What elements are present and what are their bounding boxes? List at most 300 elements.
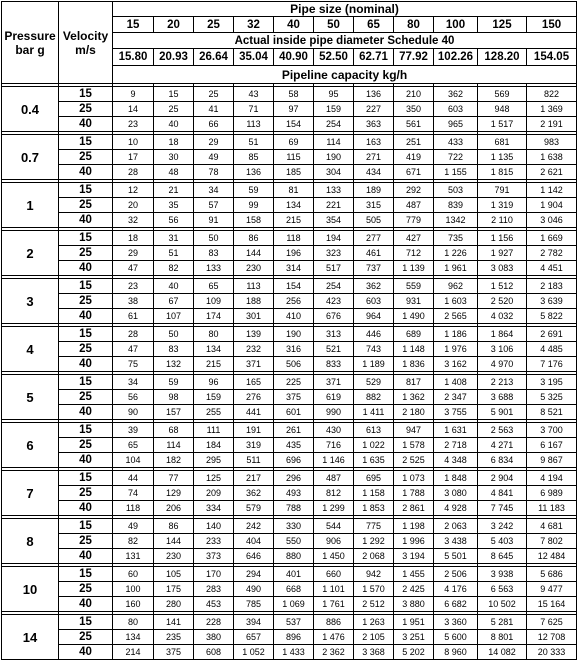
capacity-cell: 1 142 bbox=[527, 183, 577, 198]
capacity-cell: 61 bbox=[113, 309, 154, 324]
capacity-cell: 67 bbox=[154, 294, 194, 309]
capacity-cell: 7 802 bbox=[527, 534, 577, 549]
pipe-size-header: Pipe size (nominal) bbox=[113, 2, 577, 17]
capacity-cell: 105 bbox=[154, 567, 194, 582]
velocity-cell: 40 bbox=[59, 309, 113, 324]
capacity-cell: 185 bbox=[274, 165, 314, 180]
capacity-cell: 304 bbox=[314, 165, 354, 180]
velocity-cell: 25 bbox=[59, 390, 113, 405]
capacity-cell: 66 bbox=[194, 117, 234, 132]
capacity-cell: 18 bbox=[113, 231, 154, 246]
capacity-cell: 1 155 bbox=[434, 165, 478, 180]
table-row bbox=[2, 438, 577, 453]
capacity-cell: 363 bbox=[354, 117, 394, 132]
capacity-cell: 235 bbox=[154, 630, 194, 645]
capacity-cell: 276 bbox=[234, 390, 274, 405]
capacity-cell: 660 bbox=[314, 567, 354, 582]
pipe-size-cell: 20 bbox=[154, 17, 194, 33]
capacity-cell: 28 bbox=[113, 327, 154, 342]
capacity-cell: 190 bbox=[314, 150, 354, 165]
capacity-cell: 529 bbox=[354, 375, 394, 390]
capacity-cell: 280 bbox=[154, 597, 194, 612]
capacity-cell: 4 485 bbox=[527, 342, 577, 357]
pressure-cell: 4 bbox=[2, 327, 59, 372]
capacity-cell: 6 167 bbox=[527, 438, 577, 453]
capacity-cell: 1 022 bbox=[354, 438, 394, 453]
capacity-cell: 657 bbox=[234, 630, 274, 645]
capacity-cell: 10 502 bbox=[478, 597, 527, 612]
capacity-cell: 254 bbox=[314, 279, 354, 294]
capacity-cell: 188 bbox=[234, 294, 274, 309]
capacity-cell: 49 bbox=[194, 150, 234, 165]
table-row bbox=[2, 549, 577, 564]
capacity-cell: 569 bbox=[478, 87, 527, 102]
capacity-cell: 505 bbox=[354, 213, 394, 228]
capacity-cell: 217 bbox=[234, 471, 274, 486]
diameter-cell: 77.92 bbox=[394, 49, 434, 66]
capacity-cell: 115 bbox=[274, 150, 314, 165]
capacity-cell: 159 bbox=[194, 390, 234, 405]
capacity-cell: 182 bbox=[154, 453, 194, 468]
capacity-cell: 141 bbox=[154, 615, 194, 630]
capacity-cell: 170 bbox=[194, 567, 234, 582]
capacity-cell: 194 bbox=[314, 231, 354, 246]
capacity-cell: 2 105 bbox=[354, 630, 394, 645]
table-row bbox=[2, 279, 577, 294]
capacity-cell: 9 477 bbox=[527, 582, 577, 597]
capacity-cell: 140 bbox=[194, 519, 234, 534]
capacity-cell: 118 bbox=[274, 231, 314, 246]
capacity-cell: 1 927 bbox=[478, 246, 527, 261]
capacity-cell: 696 bbox=[274, 453, 314, 468]
capacity-cell: 174 bbox=[194, 309, 234, 324]
velocity-cell: 15 bbox=[59, 279, 113, 294]
capacity-cell: 50 bbox=[194, 231, 234, 246]
capacity-cell: 1 490 bbox=[394, 309, 434, 324]
table-row bbox=[2, 327, 577, 342]
capacity-cell: 60 bbox=[113, 567, 154, 582]
capacity-cell: 962 bbox=[434, 279, 478, 294]
capacity-cell: 3 080 bbox=[434, 486, 478, 501]
capacity-cell: 775 bbox=[354, 519, 394, 534]
capacity-cell: 4 970 bbox=[478, 357, 527, 372]
capacity-cell: 1 961 bbox=[434, 261, 478, 276]
capacity-cell: 1 455 bbox=[394, 567, 434, 582]
capacity-cell: 833 bbox=[314, 357, 354, 372]
capacity-cell: 434 bbox=[354, 165, 394, 180]
capacity-cell: 23 bbox=[113, 117, 154, 132]
capacity-cell: 256 bbox=[274, 294, 314, 309]
capacity-cell: 271 bbox=[354, 150, 394, 165]
capacity-cell: 77 bbox=[154, 471, 194, 486]
capacity-cell: 1 788 bbox=[394, 486, 434, 501]
capacity-cell: 537 bbox=[274, 615, 314, 630]
capacity-cell: 136 bbox=[234, 165, 274, 180]
capacity-cell: 225 bbox=[274, 375, 314, 390]
velocity-cell: 40 bbox=[59, 549, 113, 564]
capacity-cell: 58 bbox=[274, 87, 314, 102]
capacity-cell: 1 848 bbox=[434, 471, 478, 486]
capacity-cell: 8 521 bbox=[527, 405, 577, 420]
capacity-cell: 1 158 bbox=[354, 486, 394, 501]
capacity-cell: 11 183 bbox=[527, 501, 577, 516]
capacity-cell: 964 bbox=[354, 309, 394, 324]
capacity-cell: 82 bbox=[154, 261, 194, 276]
diameter-cell: 154.05 bbox=[527, 49, 577, 66]
velocity-cell: 15 bbox=[59, 423, 113, 438]
capacity-cell: 109 bbox=[194, 294, 234, 309]
table-row bbox=[2, 213, 577, 228]
velocity-cell: 25 bbox=[59, 198, 113, 213]
capacity-cell: 561 bbox=[394, 117, 434, 132]
capacity-cell: 461 bbox=[354, 246, 394, 261]
capacity-cell: 2 565 bbox=[434, 309, 478, 324]
capacity-cell: 1 578 bbox=[394, 438, 434, 453]
table-row bbox=[2, 198, 577, 213]
capacity-cell: 184 bbox=[194, 438, 234, 453]
capacity-cell: 35 bbox=[154, 198, 194, 213]
capacity-cell: 139 bbox=[234, 327, 274, 342]
diameter-cell: 20.93 bbox=[154, 49, 194, 66]
capacity-cell: 1 669 bbox=[527, 231, 577, 246]
capacity-cell: 100 bbox=[113, 582, 154, 597]
capacity-cell: 3 438 bbox=[434, 534, 478, 549]
capacity-cell: 3 368 bbox=[354, 645, 394, 660]
capacity-cell: 59 bbox=[234, 183, 274, 198]
velocity-cell: 40 bbox=[59, 645, 113, 660]
capacity-cell: 82 bbox=[113, 534, 154, 549]
capacity-cell: 230 bbox=[154, 549, 194, 564]
capacity-cell: 113 bbox=[234, 117, 274, 132]
capacity-cell: 722 bbox=[434, 150, 478, 165]
table-row bbox=[2, 246, 577, 261]
capacity-cell: 375 bbox=[274, 390, 314, 405]
capacity-cell: 91 bbox=[194, 213, 234, 228]
capacity-cell: 779 bbox=[394, 213, 434, 228]
capacity-cell: 1 263 bbox=[354, 615, 394, 630]
velocity-cell: 15 bbox=[59, 183, 113, 198]
capacity-cell: 134 bbox=[113, 630, 154, 645]
capacity-cell: 81 bbox=[274, 183, 314, 198]
table-row bbox=[2, 405, 577, 420]
table-row bbox=[2, 582, 577, 597]
velocity-cell: 40 bbox=[59, 501, 113, 516]
capacity-cell: 50 bbox=[154, 327, 194, 342]
capacity-cell: 1 292 bbox=[354, 534, 394, 549]
capacity-cell: 1 226 bbox=[434, 246, 478, 261]
velocity-cell: 40 bbox=[59, 405, 113, 420]
pressure-cell: 14 bbox=[2, 615, 59, 660]
table-row bbox=[2, 390, 577, 405]
capacity-cell: 2 691 bbox=[527, 327, 577, 342]
capacity-cell: 362 bbox=[234, 486, 274, 501]
capacity-cell: 1 836 bbox=[394, 357, 434, 372]
capacity-cell: 380 bbox=[194, 630, 234, 645]
capacity-cell: 5 822 bbox=[527, 309, 577, 324]
velocity-cell: 25 bbox=[59, 102, 113, 117]
capacity-cell: 3 195 bbox=[527, 375, 577, 390]
capacity-cell: 209 bbox=[194, 486, 234, 501]
capacity-cell: 228 bbox=[194, 615, 234, 630]
capacity-cell: 118 bbox=[113, 501, 154, 516]
velocity-cell: 40 bbox=[59, 453, 113, 468]
capacity-cell: 40 bbox=[154, 117, 194, 132]
capacity-cell: 817 bbox=[394, 375, 434, 390]
capacity-cell: 1 101 bbox=[314, 582, 354, 597]
capacity-cell: 9 bbox=[113, 87, 154, 102]
capacity-cell: 32 bbox=[113, 213, 154, 228]
velocity-cell: 15 bbox=[59, 567, 113, 582]
capacity-cell: 31 bbox=[154, 231, 194, 246]
capacity-cell: 4 271 bbox=[478, 438, 527, 453]
velocity-cell: 40 bbox=[59, 357, 113, 372]
capacity-cell: 1 299 bbox=[314, 501, 354, 516]
capacity-header: Pipeline capacity kg/h bbox=[113, 66, 577, 84]
capacity-cell: 20 bbox=[113, 198, 154, 213]
capacity-cell: 1 635 bbox=[354, 453, 394, 468]
capacity-cell: 301 bbox=[234, 309, 274, 324]
capacity-cell: 544 bbox=[314, 519, 354, 534]
table-row bbox=[2, 501, 577, 516]
capacity-cell: 144 bbox=[154, 534, 194, 549]
capacity-cell: 517 bbox=[314, 261, 354, 276]
capacity-cell: 735 bbox=[434, 231, 478, 246]
diameter-cell: 35.04 bbox=[234, 49, 274, 66]
velocity-cell: 25 bbox=[59, 294, 113, 309]
capacity-cell: 323 bbox=[314, 246, 354, 261]
capacity-cell: 3 938 bbox=[478, 567, 527, 582]
table-row bbox=[2, 294, 577, 309]
capacity-cell: 1 815 bbox=[478, 165, 527, 180]
pressure-cell: 2 bbox=[2, 231, 59, 276]
capacity-cell: 6 682 bbox=[434, 597, 478, 612]
capacity-cell: 131 bbox=[113, 549, 154, 564]
velocity-cell: 15 bbox=[59, 471, 113, 486]
capacity-cell: 34 bbox=[194, 183, 234, 198]
capacity-cell: 80 bbox=[194, 327, 234, 342]
capacity-cell: 2 425 bbox=[394, 582, 434, 597]
capacity-cell: 314 bbox=[274, 261, 314, 276]
capacity-cell: 191 bbox=[234, 423, 274, 438]
capacity-cell: 1 146 bbox=[314, 453, 354, 468]
table-row bbox=[2, 135, 577, 150]
capacity-cell: 619 bbox=[314, 390, 354, 405]
capacity-cell: 44 bbox=[113, 471, 154, 486]
capacity-cell: 880 bbox=[274, 549, 314, 564]
pipe-size-cell: 15 bbox=[113, 17, 154, 33]
capacity-cell: 23 bbox=[113, 279, 154, 294]
capacity-cell: 435 bbox=[274, 438, 314, 453]
capacity-cell: 2 347 bbox=[434, 390, 478, 405]
capacity-cell: 603 bbox=[354, 294, 394, 309]
capacity-cell: 74 bbox=[113, 486, 154, 501]
capacity-cell: 319 bbox=[234, 438, 274, 453]
velocity-cell: 40 bbox=[59, 597, 113, 612]
diameter-cell: 62.71 bbox=[354, 49, 394, 66]
capacity-cell: 2 506 bbox=[434, 567, 478, 582]
capacity-cell: 15 164 bbox=[527, 597, 577, 612]
capacity-cell: 2 782 bbox=[527, 246, 577, 261]
capacity-cell: 7 625 bbox=[527, 615, 577, 630]
capacity-cell: 419 bbox=[394, 150, 434, 165]
capacity-cell: 1 450 bbox=[314, 549, 354, 564]
capacity-cell: 550 bbox=[274, 534, 314, 549]
capacity-cell: 134 bbox=[274, 198, 314, 213]
pipeline-capacity-table bbox=[1, 1, 577, 660]
pressure-cell: 8 bbox=[2, 519, 59, 564]
capacity-cell: 506 bbox=[274, 357, 314, 372]
capacity-cell: 822 bbox=[527, 87, 577, 102]
capacity-cell: 5 325 bbox=[527, 390, 577, 405]
capacity-cell: 5 403 bbox=[478, 534, 527, 549]
pipe-size-cell: 50 bbox=[314, 17, 354, 33]
capacity-cell: 3 880 bbox=[394, 597, 434, 612]
capacity-cell: 1 319 bbox=[478, 198, 527, 213]
capacity-cell: 362 bbox=[434, 87, 478, 102]
capacity-cell: 47 bbox=[113, 342, 154, 357]
capacity-cell: 158 bbox=[234, 213, 274, 228]
capacity-cell: 453 bbox=[194, 597, 234, 612]
pressure-cell: 10 bbox=[2, 567, 59, 612]
capacity-cell: 791 bbox=[478, 183, 527, 198]
table-row bbox=[2, 165, 577, 180]
capacity-cell: 25 bbox=[154, 102, 194, 117]
capacity-cell: 154 bbox=[274, 279, 314, 294]
table-body bbox=[2, 84, 577, 660]
capacity-cell: 283 bbox=[194, 582, 234, 597]
capacity-cell: 433 bbox=[434, 135, 478, 150]
capacity-cell: 1 069 bbox=[274, 597, 314, 612]
pipe-size-cell: 32 bbox=[234, 17, 274, 33]
capacity-cell: 2 180 bbox=[394, 405, 434, 420]
capacity-cell: 80 bbox=[113, 615, 154, 630]
capacity-cell: 39 bbox=[113, 423, 154, 438]
capacity-cell: 2 525 bbox=[394, 453, 434, 468]
capacity-cell: 12 708 bbox=[527, 630, 577, 645]
table-row bbox=[2, 117, 577, 132]
capacity-cell: 154 bbox=[274, 117, 314, 132]
capacity-cell: 579 bbox=[234, 501, 274, 516]
capacity-cell: 251 bbox=[394, 135, 434, 150]
capacity-cell: 362 bbox=[354, 279, 394, 294]
capacity-cell: 334 bbox=[194, 501, 234, 516]
capacity-cell: 12 484 bbox=[527, 549, 577, 564]
capacity-cell: 75 bbox=[113, 357, 154, 372]
table-row bbox=[2, 102, 577, 117]
velocity-cell: 25 bbox=[59, 534, 113, 549]
pressure-cell: 7 bbox=[2, 471, 59, 516]
capacity-cell: 785 bbox=[234, 597, 274, 612]
capacity-cell: 68 bbox=[154, 423, 194, 438]
velocity-cell: 25 bbox=[59, 438, 113, 453]
pressure-cell: 5 bbox=[2, 375, 59, 420]
pressure-cell: 0.4 bbox=[2, 87, 59, 132]
capacity-cell: 1 156 bbox=[478, 231, 527, 246]
capacity-cell: 315 bbox=[354, 198, 394, 213]
velocity-cell: 15 bbox=[59, 231, 113, 246]
capacity-cell: 5 202 bbox=[394, 645, 434, 660]
capacity-cell: 1 476 bbox=[314, 630, 354, 645]
capacity-cell: 71 bbox=[234, 102, 274, 117]
capacity-cell: 3 360 bbox=[434, 615, 478, 630]
capacity-cell: 7 176 bbox=[527, 357, 577, 372]
pressure-cell: 1 bbox=[2, 183, 59, 228]
capacity-cell: 4 841 bbox=[478, 486, 527, 501]
capacity-cell: 990 bbox=[314, 405, 354, 420]
velocity-cell: 15 bbox=[59, 87, 113, 102]
capacity-cell: 40 bbox=[154, 279, 194, 294]
capacity-cell: 330 bbox=[274, 519, 314, 534]
capacity-cell: 6 563 bbox=[478, 582, 527, 597]
capacity-cell: 3 755 bbox=[434, 405, 478, 420]
table-row bbox=[2, 471, 577, 486]
capacity-cell: 5 686 bbox=[527, 567, 577, 582]
capacity-cell: 3 083 bbox=[478, 261, 527, 276]
inside-diameter-header: Actual inside pipe diameter Schedule 40 bbox=[113, 33, 577, 49]
capacity-cell: 4 032 bbox=[478, 309, 527, 324]
capacity-cell: 157 bbox=[154, 405, 194, 420]
capacity-cell: 423 bbox=[314, 294, 354, 309]
capacity-cell: 47 bbox=[113, 261, 154, 276]
capacity-cell: 277 bbox=[354, 231, 394, 246]
capacity-cell: 14 bbox=[113, 102, 154, 117]
capacity-cell: 38 bbox=[113, 294, 154, 309]
capacity-cell: 133 bbox=[194, 261, 234, 276]
pressure-cell: 3 bbox=[2, 279, 59, 324]
capacity-cell: 487 bbox=[314, 471, 354, 486]
capacity-cell: 1 638 bbox=[527, 150, 577, 165]
capacity-cell: 1342 bbox=[434, 213, 478, 228]
table-row bbox=[2, 183, 577, 198]
capacity-cell: 30 bbox=[154, 150, 194, 165]
capacity-cell: 2 068 bbox=[354, 549, 394, 564]
capacity-cell: 668 bbox=[274, 582, 314, 597]
table-row bbox=[2, 615, 577, 630]
diameter-cell: 40.90 bbox=[274, 49, 314, 66]
capacity-cell: 69 bbox=[274, 135, 314, 150]
capacity-cell: 737 bbox=[354, 261, 394, 276]
capacity-cell: 404 bbox=[234, 534, 274, 549]
capacity-cell: 2 110 bbox=[478, 213, 527, 228]
capacity-cell: 221 bbox=[314, 198, 354, 213]
capacity-cell: 2 183 bbox=[527, 279, 577, 294]
capacity-cell: 1 951 bbox=[394, 615, 434, 630]
capacity-cell: 1 864 bbox=[478, 327, 527, 342]
capacity-cell: 65 bbox=[113, 438, 154, 453]
capacity-cell: 51 bbox=[234, 135, 274, 150]
capacity-cell: 5 600 bbox=[434, 630, 478, 645]
capacity-cell: 1 052 bbox=[234, 645, 274, 660]
capacity-cell: 375 bbox=[154, 645, 194, 660]
capacity-cell: 34 bbox=[113, 375, 154, 390]
capacity-cell: 2 213 bbox=[478, 375, 527, 390]
capacity-cell: 603 bbox=[434, 102, 478, 117]
capacity-cell: 114 bbox=[154, 438, 194, 453]
capacity-cell: 410 bbox=[274, 309, 314, 324]
capacity-cell: 5 501 bbox=[434, 549, 478, 564]
capacity-cell: 1 186 bbox=[434, 327, 478, 342]
capacity-cell: 3 194 bbox=[394, 549, 434, 564]
table-row bbox=[2, 486, 577, 501]
capacity-cell: 41 bbox=[194, 102, 234, 117]
velocity-cell: 25 bbox=[59, 486, 113, 501]
capacity-cell: 2 718 bbox=[434, 438, 478, 453]
capacity-cell: 159 bbox=[314, 102, 354, 117]
capacity-cell: 242 bbox=[234, 519, 274, 534]
capacity-cell: 1 135 bbox=[478, 150, 527, 165]
capacity-cell: 90 bbox=[113, 405, 154, 420]
diameter-cell: 15.80 bbox=[113, 49, 154, 66]
